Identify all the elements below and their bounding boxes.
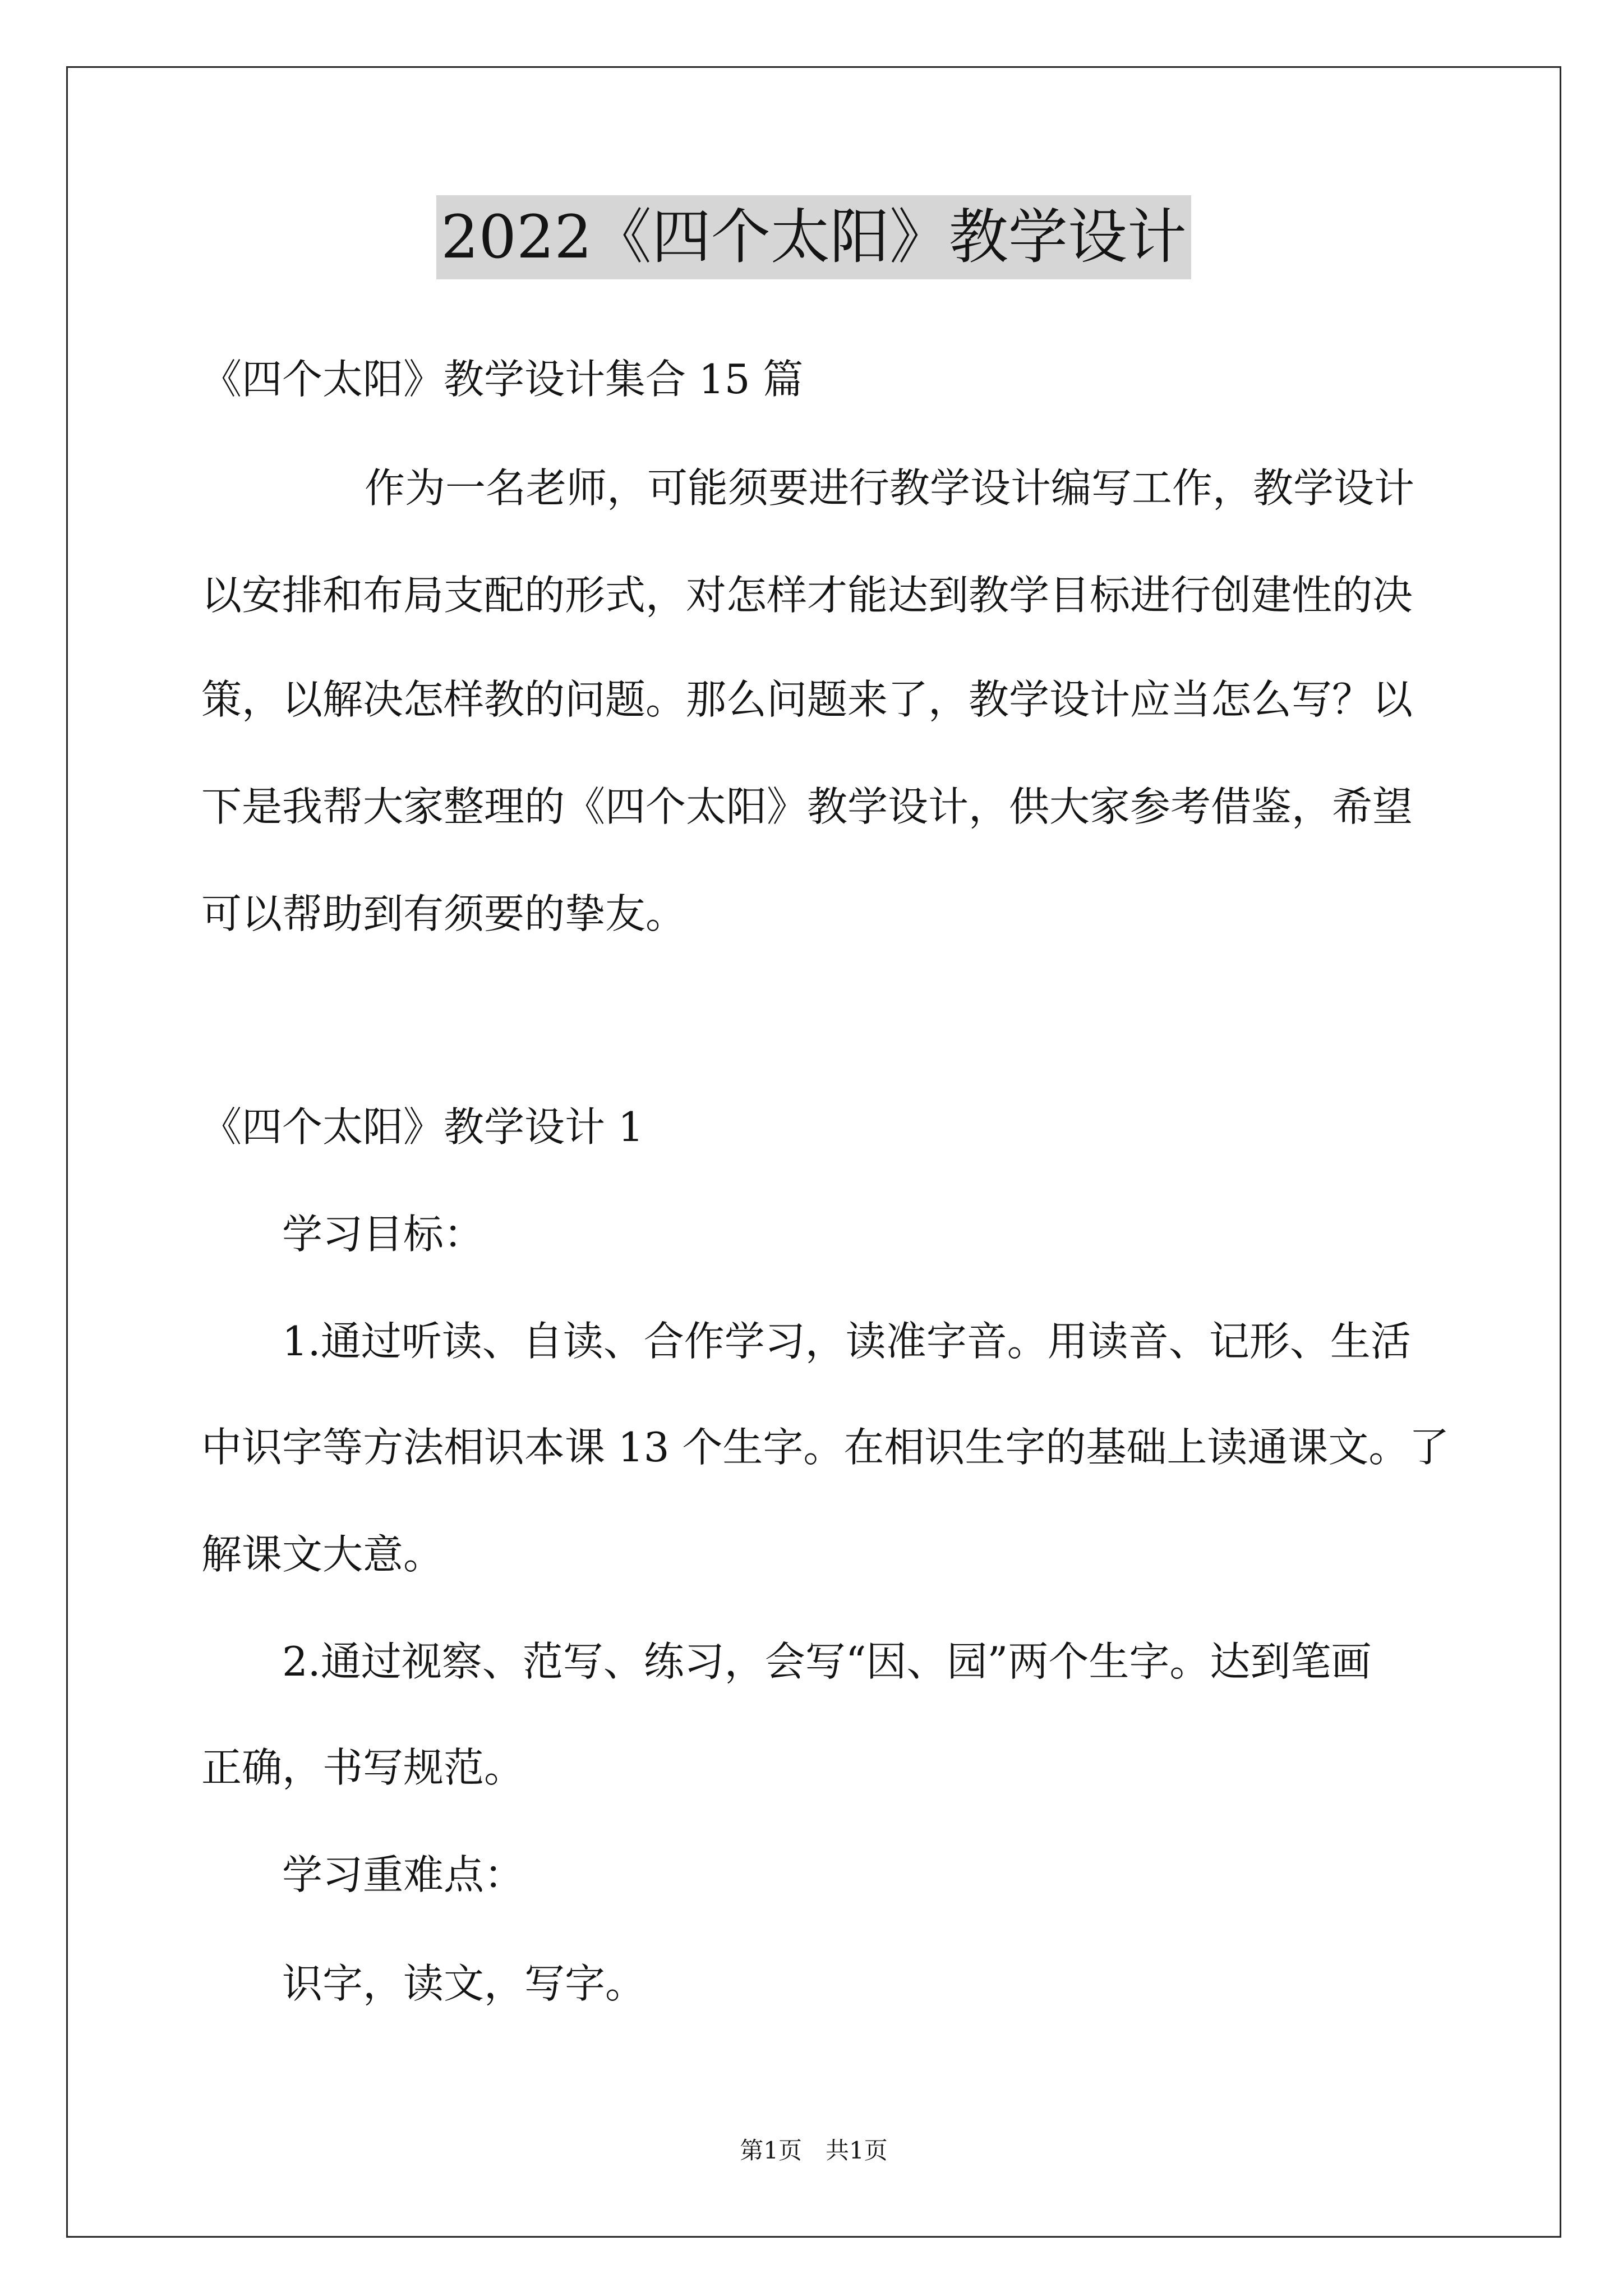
body-line: 2.通过视察、范写、练习，会写“因、园”两个生字。达到笔画 [282, 1638, 1372, 1685]
body-line: 正确，书写规范。 [201, 1744, 525, 1791]
title-row [66, 195, 1561, 279]
intro-line: 以安排和布局支配的形式，对怎样才能达到教学目标进行创建性的决 [201, 572, 1413, 619]
page-footer [66, 2134, 1561, 2168]
learning-goals-heading: 学习目标： [282, 1211, 485, 1258]
page-number-label: 第1页 共1页 [740, 2137, 888, 2164]
body-line: 解课文大意。 [201, 1531, 444, 1578]
body-line: 1.通过听读、自读、合作学习，读准字音。用读音、记形、生活 [282, 1318, 1411, 1365]
intro-line: 策，以解决怎样教的问题。那么问题来了，教学设计应当怎么写？以 [201, 676, 1413, 723]
body-line: 中识字等方法相识本课 13 个生字。在相识生字的基础上读通课文。了 [201, 1424, 1450, 1471]
document-subtitle: 《四个太阳》教学设计集合 15 篇 [201, 356, 804, 403]
intro-line: 作为一名老师，可能须要进行教学设计编写工作，教学设计 [365, 464, 1415, 512]
intro-line: 下是我帮大家整理的《四个太阳》教学设计，供大家参考借鉴，希望 [201, 783, 1413, 830]
section-heading: 《四个太阳》教学设计 1 [201, 1103, 644, 1151]
key-points-heading: 学习重难点： [282, 1851, 525, 1898]
intro-line: 可以帮助到有须要的挚友。 [201, 890, 686, 937]
body-line: 识字，读文，写字。 [282, 1960, 646, 2007]
document-title: 2022《四个太阳》教学设计 [436, 195, 1191, 279]
